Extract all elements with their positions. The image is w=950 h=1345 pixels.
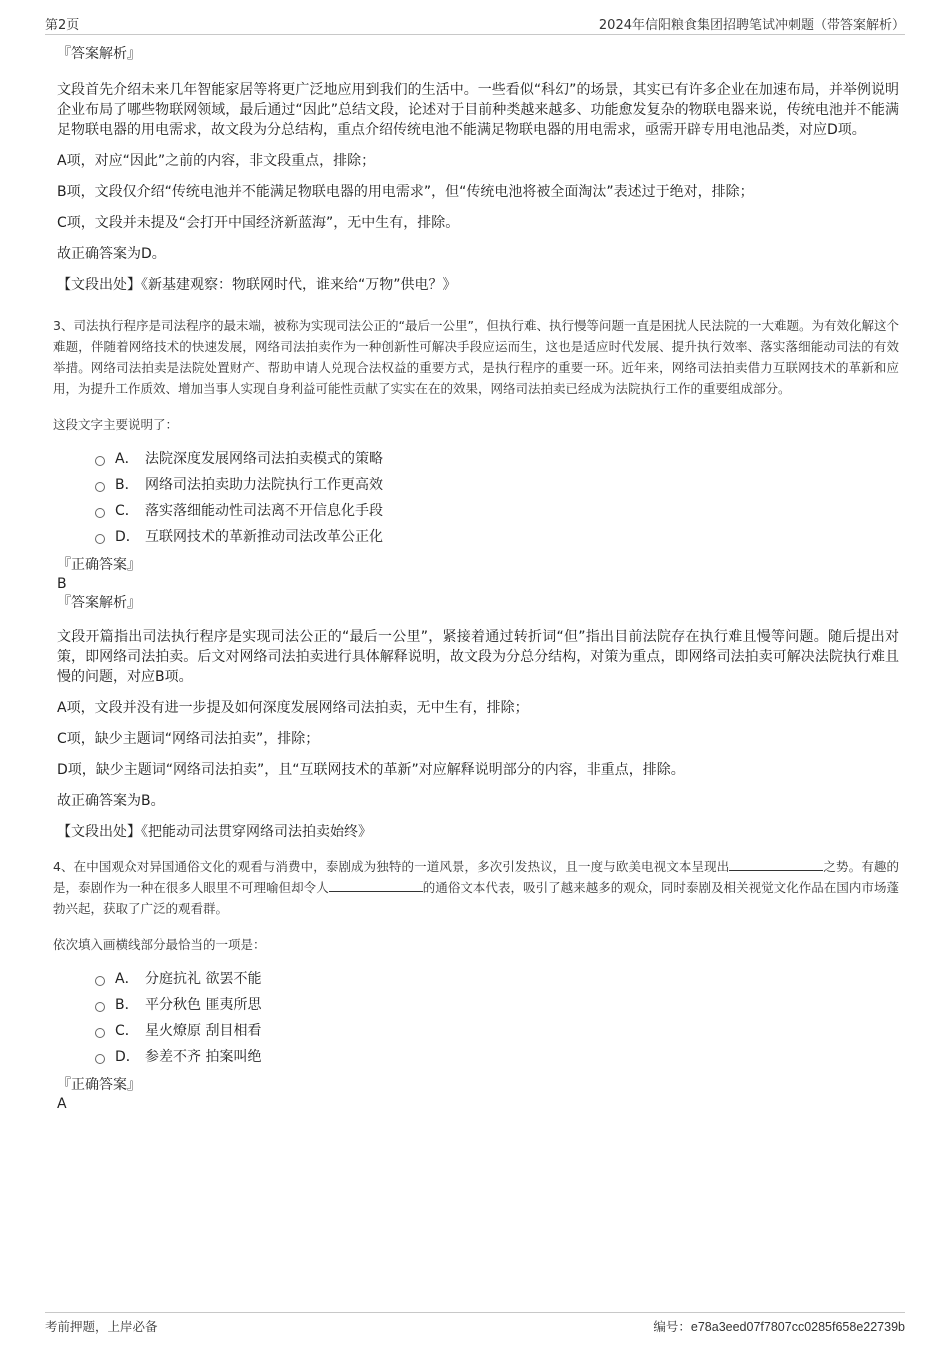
radio-button[interactable] <box>95 534 105 544</box>
question-4-text: 4、在中国观众对异国通俗文化的观看与消费中，泰剧成为独特的一道风景，多次引发热议，且一度与欧美电视文本呈现出 之势。有趣的是，泰剧作为一种在很多人眼里不可理喻但却令人 的通俗文本代表，吸引了越来越多的观众，同时泰剧及相关视觉文化作品在国内市场蓬勃兴起，获取了广泛的观看群。 <box>53 859 899 916</box>
page-header <box>45 14 905 35</box>
question-3-options <box>95 445 905 549</box>
analysis-line: C项，文段并未提及“会打开中国经济新蓝海”，无中生有，排除。 <box>57 215 460 231</box>
analysis-line: A项，对应“因此”之前的内容，非文段重点，排除； <box>57 153 376 169</box>
document-title: 2024年信阳粮食集团招聘笔试冲刺题（带答案解析） <box>598 18 905 33</box>
analysis-line: C项，缺少主题词“网络司法拍卖”，排除； <box>57 731 320 747</box>
radio-button[interactable] <box>95 1002 105 1012</box>
question-4-options <box>95 965 905 1069</box>
option-a[interactable]: A． 分庭抗礼 欲罢不能 <box>95 965 905 991</box>
option-c[interactable]: C． 落实落细能动性司法离不开信息化手段 <box>95 497 905 523</box>
footer-slogan: 考前押题，上岸必备 <box>45 1319 158 1334</box>
page-footer <box>45 1312 905 1335</box>
page-number: 第2页 <box>45 18 80 33</box>
analysis-label: 『答案解析』 <box>57 46 141 62</box>
source-citation: 【文段出处】《新基建观察：物联网时代，谁来给“万物”供电？》 <box>57 277 457 293</box>
analysis-label: 『答案解析』 <box>57 595 141 611</box>
page-content <box>45 44 905 1113</box>
analysis-conclusion: 故正确答案为D。 <box>57 246 166 262</box>
radio-button[interactable] <box>95 482 105 492</box>
analysis-text: 文段开篇指出司法执行程序是实现司法公正的“最后一公里”，紧接着通过转折词“但”指出目前法院存在执行难且慢等问题。随后提出对策，即网络司法拍卖。后文对网络司法拍卖进行具体解释说明，故文段为分总分结构，对策为重点，即网络司法拍卖可解决法院执行难且慢的问题，对应B项。 <box>57 629 899 685</box>
correct-answer: A <box>57 1096 67 1112</box>
question-3-text: 3、司法执行程序是司法程序的最末端，被称为实现司法公正的“最后一公里”，但执行难、执行慢等问题一直是困扰人民法院的一大难题。为有效化解这个难题，伴随着网络技术的快速发展，网络司法拍卖作为一种创新性可解决手段应运而生，这也是适应时代发展、提升执行效率、落实落细能动司法的有效举措。网络司法拍卖是法院处置财产、帮助申请人兑现合法权益的重要方式，是执行程序的重要一环。近年来，网络司法拍卖借力互联网技术的革新和应用，为提升工作质效、增加当事人实现自身利益可能性贡献了实实在在的效果，网络司法拍卖已经成为法院执行工作的重要组成部分。 <box>53 318 899 396</box>
radio-button[interactable] <box>95 456 105 466</box>
source-citation: 【文段出处】《把能动司法贯穿网络司法拍卖始终》 <box>57 824 372 840</box>
correct-answer-label: 『正确答案』 <box>57 1077 141 1093</box>
radio-button[interactable] <box>95 1028 105 1038</box>
radio-button[interactable] <box>95 976 105 986</box>
option-b[interactable]: B． 平分秋色 匪夷所思 <box>95 991 905 1017</box>
radio-button[interactable] <box>95 1054 105 1064</box>
correct-answer-label: 『正确答案』 <box>57 557 141 573</box>
analysis-text: 文段首先介绍未来几年智能家居等将更广泛地应用到我们的生活中。一些看似“科幻”的场景，其实已有许多企业在加速布局，并举例说明企业布局了哪些物联网领域，最后通过“因此”总结文段，论述对于目前种类越来越多、功能愈发复杂的物联电器来说，传统电池并不能满足物联电器的用电需求，故文段为分总结构，重点介绍传统电池不能满足物联电器的用电需求，亟需开辟专用电池品类，对应D项。 <box>57 82 899 138</box>
option-c[interactable]: C． 星火燎原 刮目相看 <box>95 1017 905 1043</box>
question-3-prompt: 这段文字主要说明了： <box>53 417 179 432</box>
correct-answer: B <box>57 576 67 592</box>
option-a[interactable]: A． 法院深度发展网络司法拍卖模式的策略 <box>95 445 905 471</box>
fill-blank <box>329 878 423 892</box>
analysis-line: B项，文段仅介绍“传统电池并不能满足物联电器的用电需求”，但“传统电池将被全面淘汰”表述过于绝对，排除； <box>57 184 754 200</box>
radio-button[interactable] <box>95 508 105 518</box>
option-b[interactable]: B． 网络司法拍卖助力法院执行工作更高效 <box>95 471 905 497</box>
fill-blank <box>729 857 823 871</box>
analysis-line: A项，文段并没有进一步提及如何深度发展网络司法拍卖，无中生有，排除； <box>57 700 529 716</box>
question-4-prompt: 依次填入画横线部分最恰当的一项是： <box>53 937 266 952</box>
analysis-conclusion: 故正确答案为B。 <box>57 793 165 809</box>
document-code: 编号：e78a3eed07f7807cc0285f658e22739b <box>653 1319 905 1334</box>
analysis-line: D项，缺少主题词“网络司法拍卖”，且“互联网技术的革新”对应解释说明部分的内容，非重点，排除。 <box>57 762 685 778</box>
option-d[interactable]: D． 参差不齐 拍案叫绝 <box>95 1043 905 1069</box>
option-d[interactable]: D． 互联网技术的革新推动司法改革公正化 <box>95 523 905 549</box>
